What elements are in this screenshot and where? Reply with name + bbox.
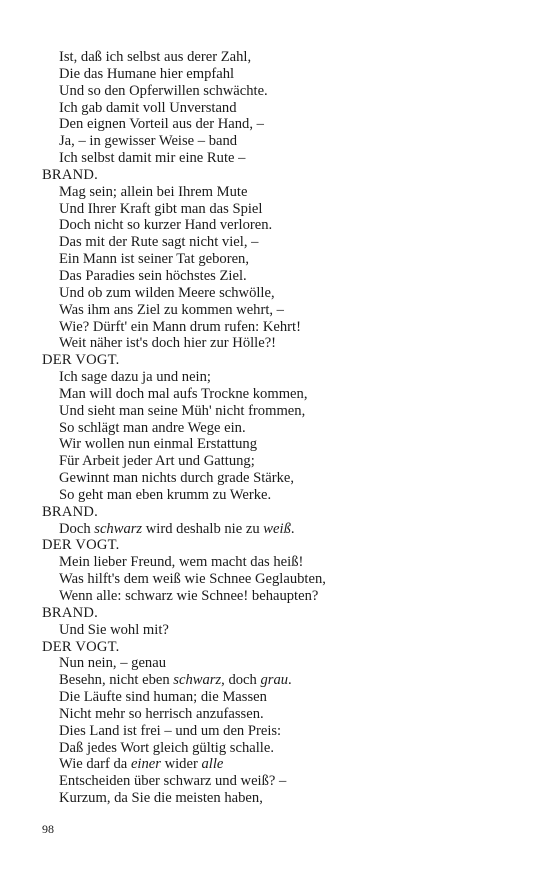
emphasized-word: grau [260,672,289,689]
verse-line: Man will doch mal aufs Trockne kommen, [59,385,308,402]
verse-line: Entscheiden über schwarz und weiß? – [59,773,287,790]
verse-line: Nicht mehr so herrisch anzufassen. [59,705,264,722]
verse-line: Das mit der Rute sagt nicht viel, – [59,234,259,251]
verse-line: Mein lieber Freund, wem macht das heiß! [59,554,304,571]
verse-line: Für Arbeit jeder Art und Gattung; [59,453,255,470]
verse-line: Wenn alle: schwarz wie Schnee! behaupten? [59,588,319,604]
verse-line: Den eignen Vorteil aus der Hand, – [59,116,264,133]
verse-line: Doch nicht so kurzer Hand verloren. [59,217,273,234]
text-segment: Besehn, nicht eben [59,672,174,689]
speaker-name: DER VOGT. [42,638,120,655]
verse-line: Daß jedes Wort gleich gültig schalle. [59,739,274,756]
verse-line: Gewinnt man nichts durch grade Stärke, [59,470,295,487]
text-segment: , doch [221,672,261,689]
verse-line: Und ob zum wilden Meere schwölle, [59,284,275,301]
verse-line: Weit näher ist's doch hier zur Hölle?! [59,335,277,352]
speaker-name: BRAND. [42,166,98,183]
emphasized-word: einer [130,756,161,773]
verse-line: Wie? Dürft' ein Mann drum rufen: Kehrt! [59,318,301,335]
text-segment: wird deshalb nie zu [142,520,264,537]
verse-line: Und sieht man seine Müh' nicht frommen, [59,402,306,419]
verse-text-block [42,49,512,807]
verse-line: Und Sie wohl mit? [59,621,169,638]
verse-line: So geht man eben krumm zu Werke. [59,486,272,503]
verse-line: Ein Mann ist seiner Tat geboren, [59,251,250,268]
verse-line: Die Läufte sind human; die Massen [59,689,267,706]
text-segment: . [288,672,292,689]
verse-line: Wir wollen nun einmal Erstattung [59,436,258,453]
verse-line [42,756,512,773]
verse-line: Ja, – in gewisser Weise – band [59,133,238,150]
verse-line: Ich selbst damit mir eine Rute – [59,150,246,167]
speaker-name: DER VOGT. [42,352,120,369]
speaker-name: BRAND. [42,503,98,520]
verse-line: Mag sein; allein bei Ihrem Mute [59,183,248,200]
verse-line: So schlägt man andre Wege ein. [59,419,246,436]
page-number: 98 [42,822,54,836]
verse-line: Dies Land ist frei – und um den Preis: [59,722,282,739]
speaker-name: DER VOGT. [42,537,120,554]
verse-line [42,521,512,538]
emphasized-word: schwarz [173,672,222,689]
verse-line: Und Ihrer Kraft gibt man das Spiel [59,200,263,217]
verse-line: Die das Humane hier empfahl [59,65,235,82]
verse-line [42,672,512,689]
text-segment: Wie darf da [59,756,131,773]
emphasized-word: alle [201,756,224,773]
verse-line: Was hilft's dem weiß wie Schnee Geglaubten, [59,571,326,588]
text-segment: Doch [59,520,95,537]
verse-line: Und so den Opferwillen schwächte. [59,82,268,99]
text-segment: wider [160,756,202,773]
verse-line: Ich sage dazu ja und nein; [59,369,211,386]
emphasized-word: weiß [263,520,291,537]
speaker-name: BRAND. [42,604,98,621]
verse-line: Ich gab damit voll Unverstand [59,99,237,116]
verse-line: Was ihm ans Ziel zu kommen wehrt, – [59,301,284,318]
verse-line: Kurzum, da Sie die meisten haben, [59,790,263,807]
verse-line: Ist, daß ich selbst aus derer Zahl, [59,49,252,65]
text-segment: . [290,520,295,537]
verse-line: Das Paradies sein höchstes Ziel. [59,267,247,284]
verse-line: Nun nein, – genau [59,655,166,672]
emphasized-word: schwarz [94,520,143,537]
